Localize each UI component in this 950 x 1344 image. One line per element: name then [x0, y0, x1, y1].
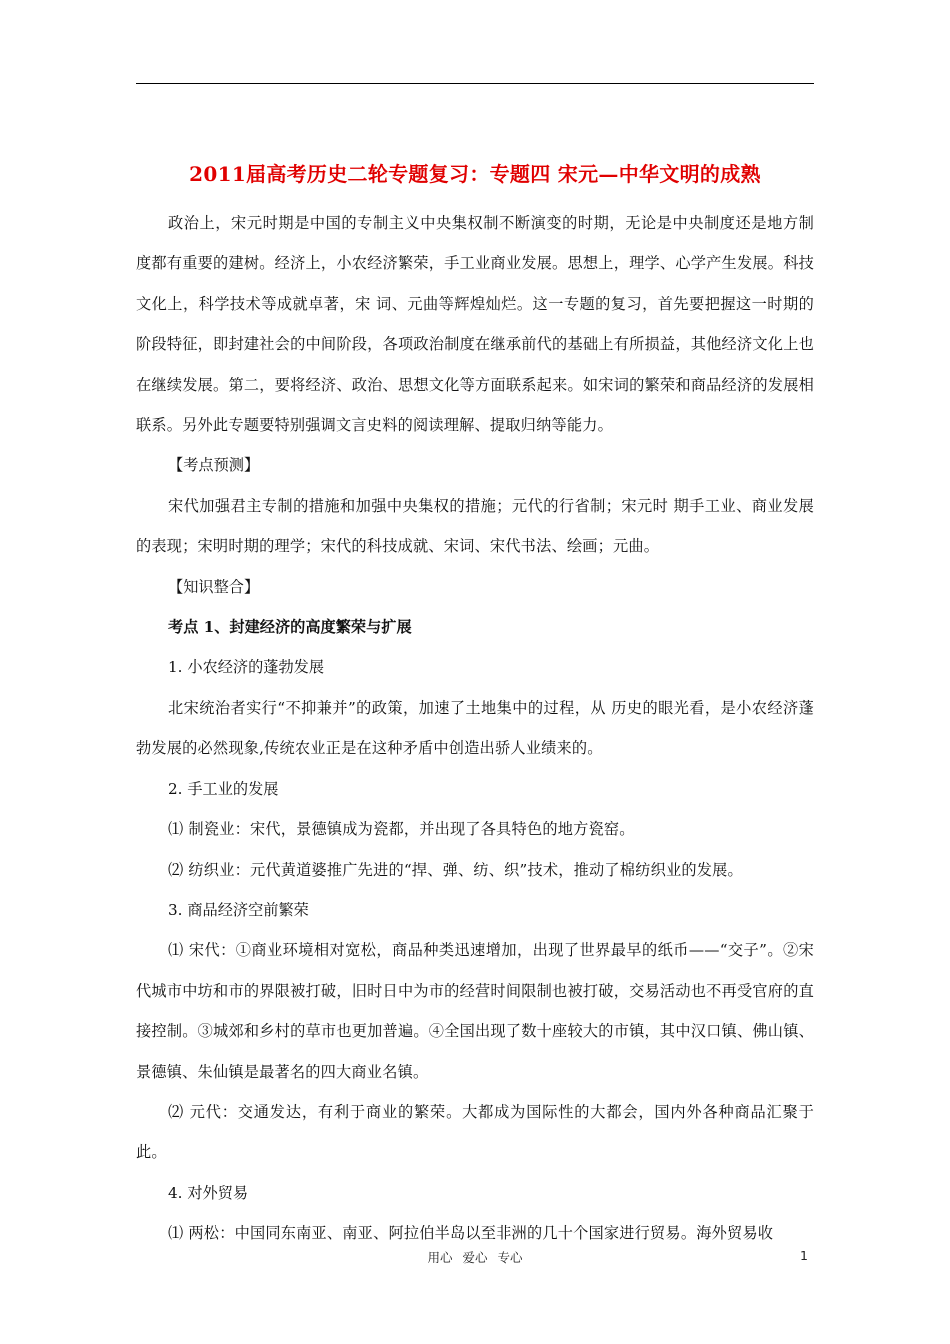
- section3-item-song: ⑴ 宋代：①商业环境相对宽松，商品种类迅速增加，出现了世界最早的纸币——“交子”。②宋代城市中坊和市的界限被打破，旧时日中为市的经营时间限制也被打破，交易活动也不再受官府的直接控制。③城郊和乡村的草市也更加普遍。④全国出现了数十座较大的市镇，其中汉口镇、佛山镇、景德镇、朱仙镇是最著名的四大商业名镇。: [136, 941, 814, 1081]
- section1-paragraph: 北宋统治者实行“不抑兼并”的政策，加速了土地集中的过程，从 历史的眼光看，是小农经济蓬勃发展的必然现象,传统农业正是在这种矛盾中创造出骄人业绩来的。: [136, 698, 814, 758]
- point1-heading: 考点 1、封建经济的高度繁荣与扩展: [168, 618, 412, 637]
- section1-heading: 1. 小农经济的蓬勃发展: [168, 658, 325, 677]
- section4-heading: 4. 对外贸易: [168, 1183, 249, 1202]
- section3-item-yuan: ⑵ 元代：交通发达，有利于商业的繁荣。大都成为国际性的大都会，国内外各种商品汇聚于此。: [136, 1102, 814, 1162]
- intro-paragraph: 政治上，宋元时期是中国的专制主义中央集权制不断演变的时期，无论是中央制度还是地方制度都有重要的建树。经济上，小农经济繁荣，手工业商业发展。思想上，理学、心学产生发展。科技文化上，科学技术等成就卓著，宋 词、元曲等辉煌灿烂。这一专题的复习，首先要把握这一时期的阶段特征，即封建社会的中间阶段，各项政治制度在继承前代的基础上有所损益，其他经济文化上也在继续发展。第二，要将经济、政治、思想文化等方面联系起来。如宋词的繁荣和商品经济的发展相联系。另外此专题要特别强调文言史料的阅读理解、提取归纳等能力。: [136, 214, 814, 435]
- forecast-paragraph: 宋代加强君主专制的措施和加强中央集权的措施；元代的行省制；宋元时 期手工业、商业发展的表现；宋明时期的理学；宋代的科技成就、宋词、宋代书法、绘画；元曲。: [136, 496, 814, 556]
- section4-item-song: ⑴ 两松：中国同东南亚、南亚、阿拉伯半岛以至非洲的几十个国家进行贸易。海外贸易收: [168, 1224, 774, 1243]
- page-number: 1: [800, 1248, 808, 1263]
- section2-heading: 2. 手工业的发展: [168, 779, 279, 798]
- section2-item-textiles: ⑵ 纺织业：元代黄道婆推广先进的“捍、弹、纺、织”技术，推动了棉纺织业的发展。: [168, 860, 743, 879]
- document-title: 2011届高考历史二轮专题复习：专题四 宋元—中华文明的成熟: [189, 162, 761, 186]
- integration-heading: 【知识整合】: [168, 577, 260, 596]
- forecast-heading: 【考点预测】: [168, 456, 260, 475]
- section2-item-ceramics: ⑴ 制瓷业：宋代，景德镇成为瓷都，并出现了各具特色的地方瓷窑。: [168, 820, 635, 839]
- section3-heading: 3. 商品经济空前繁荣: [168, 900, 309, 919]
- document-body: [136, 203, 814, 1254]
- footer-text: 用心 爱心 专心: [427, 1250, 523, 1265]
- header-rule: [136, 83, 814, 84]
